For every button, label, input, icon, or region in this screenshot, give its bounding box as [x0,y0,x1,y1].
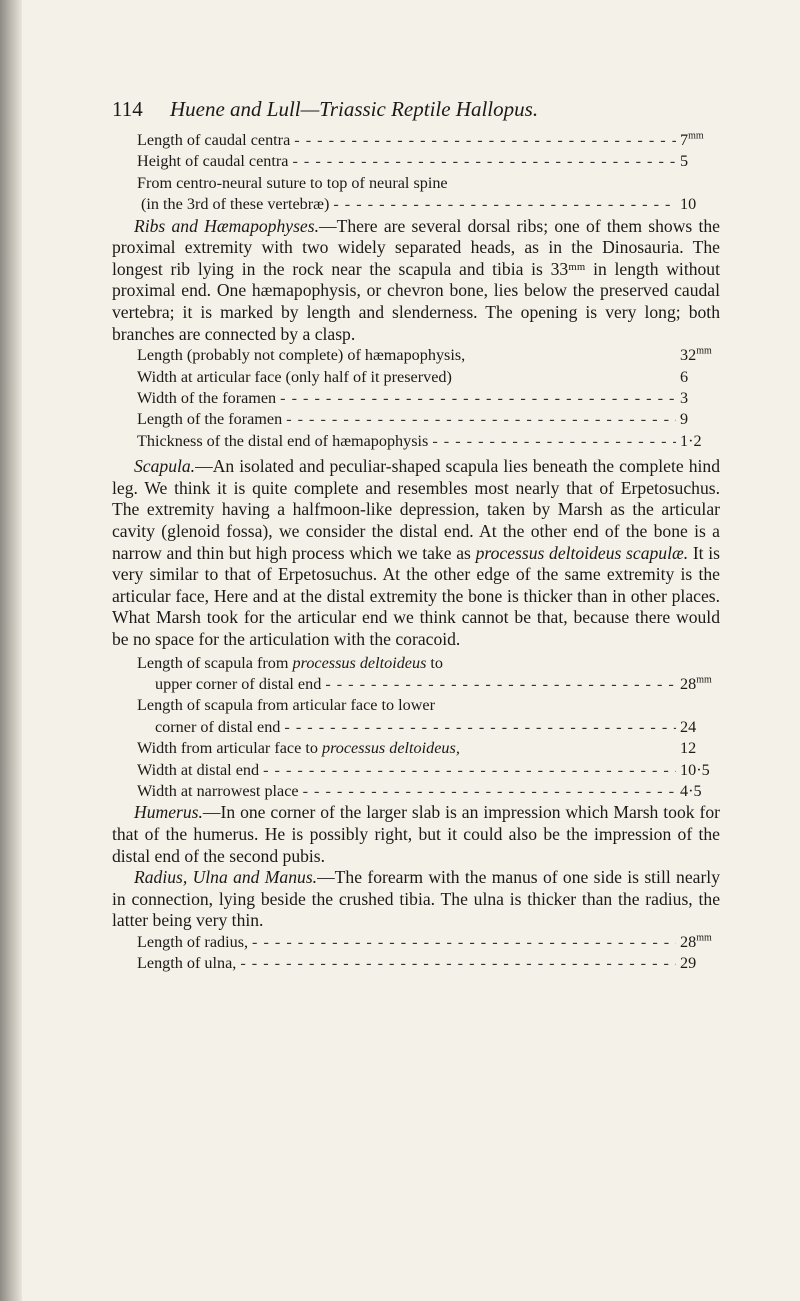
measurement-row: Length of radius, - - - $28^{mm}$ [112,932,720,953]
running-header [112,96,720,122]
measurement-row: Width at narrowest place - - - 4·5 [137,781,720,802]
running-title: Huene and Lull—Triassic Reptile Hallopus. [169,97,539,121]
measurement-row-wrapped: From centro-neural suture to top of neural spine (in the 3rd of these vertebræ) - - - 10 [112,173,720,216]
scapula-measurements: Length of scapula from processus deltoideus to upper corner of distal end - - - $28^{mm}$ Length of scapula from articular face to lower corner of distal end - - - 24 Width from articular face to processus deltoideus, 12 Width at distal end - - - 10·5 Width at narrowest place - - - 4·5 [112,651,720,803]
book-binding-shadow [0,0,22,1301]
measurement-row: Thickness of the distal end of hæmapophysis - - - 1·2 [112,431,720,452]
page-number: 114 [112,97,143,121]
section-heading: Scapula. [134,456,196,477]
page-body [112,96,720,975]
ribs-paragraph: Ribs and Hæmapophyses.—There are several dorsal ribs; one of them shows the proximal extremity with two widely separated heads, as in the Dinosauria. The longest rib lying in the rock near the scapula and tibia is 33ᵐᵐ in length without proximal end. One hæmapophysis, or chevron bone, lies below the preserved caudal vertebra; it is marked by length and slenderness. The opening is very long; both branches are connected by a clasp. [112,215,720,344]
haemapophysis-measurements [112,345,720,452]
measurement-row: Length of ulna, - - - 29 [112,953,720,974]
measurement-row: Width at distal end - - - 10·5 [137,760,720,781]
measurement-row: Width from articular face to processus deltoideus, 12 [137,739,697,758]
section-heading: Humerus. [134,802,203,823]
section-heading: Ribs and Hæmapophyses. [134,215,319,236]
measurement-row: Width of the foramen - - - 3 [112,388,720,409]
radius-ulna-manus-paragraph: Radius, Ulna and Manus.—The forearm with the manus of one side is still nearly in connection, lying beside the crushed tibia. The ulna is thicker than the radius, the latter being very thin. [112,867,720,931]
measurement-row: upper corner of distal end - - - $28^{mm}$ [137,674,720,695]
measurement-row: Height of caudal centra - - - 5 [112,151,720,172]
scapula-paragraph: Scapula.—An isolated and peculiar-shaped scapula lies beneath the complete hind leg. We think it is quite complete and resembles most nearly that of Erpetosuchus. The extremity having a halfmoon-like depression, taken by Marsh as the articular cavity (glenoid fossa), we consider the distal end. At the other end of the bone is a narrow and thin but high process which we take as processus deltoideus scapulæ. It is very similar to that of Erpetosuchus. At the other edge of the same extremity is the articular face, Here and at the distal extremity the bone is thicker than in other places. What Marsh took for the articular end we think cannot be that, because there would be no space for the articulation with the coracoid. [112,456,721,649]
measurement-row: Length of the foramen - - - 9 [112,409,720,430]
humerus-paragraph: Humerus.—In one corner of the larger slab is an impression which Marsh took for that of the humerus. He is possibly right, but it could also be the impression of the distal end of the second pubis. [112,802,720,866]
section-heading: Radius, Ulna and Manus. [134,867,318,888]
measurement-row: Width at articular face (only half of it preserved) 6 [137,367,689,386]
caudal-measurements [112,130,720,216]
forearm-measurements [112,932,720,975]
measurement-row: Length (probably not complete) of hæmapophysis, $32^{mm}$ [137,345,712,365]
measurement-row: Length of caudal centra - - - $7^{mm}$ [112,130,720,151]
measurement-row: corner of distal end - - - 24 [137,717,720,738]
